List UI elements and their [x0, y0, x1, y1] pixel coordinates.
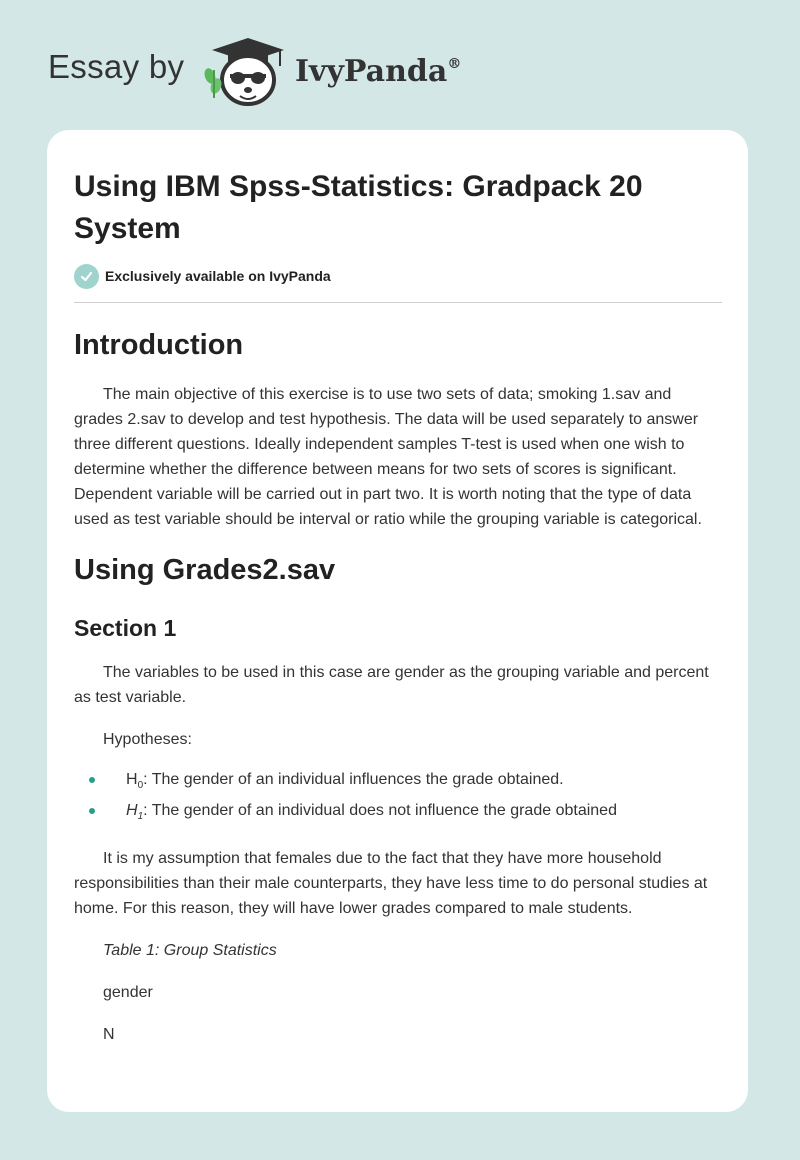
- panda-logo-icon[interactable]: [200, 36, 290, 108]
- article-body: [74, 325, 722, 1047]
- intro-paragraph: The main objective of this exercise is to use two sets of data; smoking 1.sav and grades 2.sav to develop and test hypothesis. The data will be used separately to answer three different questions. Ideally independent samples T-test is used when one wish to determine whether the difference between means for two sets of scores is significant. Dependent variable will be carried out in part two. It is worth noting that the type of data used as test variable should be interval or ratio while the grouping variable is categorical.: [74, 386, 702, 528]
- section1-paragraph: The variables to be used in this case are gender as the grouping variable and percent as test variable.: [74, 664, 709, 706]
- table-header-gender: gender: [103, 984, 153, 1002]
- site-header: [48, 36, 468, 106]
- divider: [74, 302, 722, 303]
- intro-heading: Introduction: [74, 329, 244, 361]
- section1-heading: Section 1: [74, 615, 177, 641]
- article-card: [47, 130, 748, 1112]
- hypotheses-list: [74, 767, 722, 829]
- exclusive-badge: [74, 263, 331, 289]
- badge-text: Exclusively available on IvyPanda: [105, 268, 331, 284]
- table-header-n: N: [103, 1026, 115, 1044]
- brand-name[interactable]: IvyPanda®: [295, 54, 462, 89]
- assumption-paragraph: It is my assumption that females due to the fact that they have more household responsibilities than their male counterparts, they have less time to do personal studies at home. For this reason, they will have lower grades compared to male students.: [74, 850, 708, 918]
- bullet-icon: [89, 777, 95, 783]
- essay-by-label: Essay by: [48, 48, 185, 85]
- check-icon: [74, 264, 99, 289]
- registered-mark: ®: [447, 56, 462, 72]
- list-item: $H_0$: The gender of an individual influences the grade obtained.: [74, 767, 722, 798]
- table-caption: Table 1: Group Statistics: [103, 942, 277, 960]
- bullet-icon: [89, 808, 95, 814]
- list-item: $H_1$: The gender of an individual does not influence the grade obtained: [74, 798, 722, 829]
- hypotheses-label: Hypotheses:: [103, 731, 192, 748]
- article-title: Using IBM Spss-Statistics: Gradpack 20 System: [74, 170, 643, 245]
- grades-heading: Using Grades2.sav: [74, 554, 336, 586]
